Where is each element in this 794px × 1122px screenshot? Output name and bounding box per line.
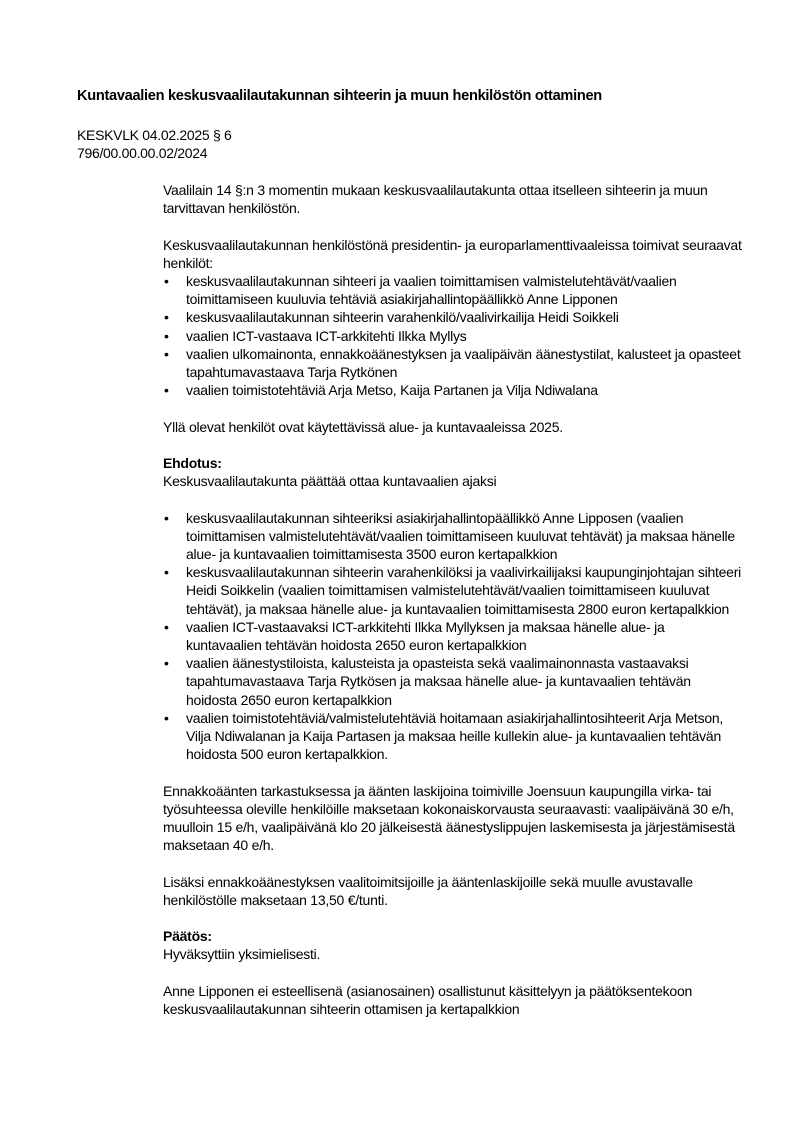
- list-item: • keskusvaalilautakunnan sihteerin varahenkilö/vaalivirkailija Heidi Soikkeli: [164, 309, 619, 326]
- disqualification-paragraph: Anne Lipponen ei esteellisenä (asianosainen) osallistunut käsittelyyn ja päätöksentekoon keskusvaalilautakunnan sihteerin ottamisen ja kertapalkkion: [163, 982, 693, 1018]
- bullet-icon: •: [164, 345, 169, 362]
- list-item: • vaalien ICT-vastaavaksi ICT-arkkitehti Ilkka Myllyksen ja maksaa hänelle alue- ja kuntavaalien tehtävän hoidosta 2650 euron kertapalkkion: [164, 618, 665, 654]
- list-item: • keskusvaalilautakunnan sihteerin varahenkilöksi ja vaalivirkailijaksi kaupunginjohtajan sihteeri Heidi Soikkelin (vaalien toimittamisen valmistelutehtävät/vaalien toimittamiseen kuuluvat tehtävät), ja maksaa hänelle alue- ja kuntavaalien toimittamisesta 2800 euron kertapalkkion: [164, 564, 741, 617]
- list-item: • vaalien toimistotehtäviä Arja Metso, Kaija Partanen ja Vilja Ndiwalana: [164, 382, 598, 399]
- list-item: • vaalien ICT-vastaava ICT-arkkitehti Ilkka Myllys: [164, 327, 467, 344]
- bullet-icon: •: [164, 327, 169, 344]
- decision-heading: Päätös:: [163, 928, 212, 945]
- proposal-intro: Keskusvaalilautakunta päättää ottaa kuntavaalien ajaksi: [163, 473, 497, 490]
- list-item: • vaalien ulkomainonta, ennakkoäänestyksen ja vaalipäivän äänestystilat, kalusteet ja opasteet tapahtumavastaava Tarja Rytkönen: [164, 345, 741, 381]
- list-item: • keskusvaalilautakunnan sihteeriksi asiakirjahallintopäällikkö Anne Lipposen (vaalien toimittamisen valmistelutehtävät/vaalien toimittamiseen kuuluvat tehtävät) ja maksaa hänelle alue- ja kuntavaalien toimittamisesta 3500 euron kertapalkkion: [164, 509, 735, 562]
- list-item: • keskusvaalilautakunnan sihteeri ja vaalien toimittamisen valmistelutehtävät/vaalien toimittamiseen kuuluvia tehtäviä asiakirjahallintopäällikkö Anne Lipponen: [164, 273, 677, 308]
- case-number: 796/00.00.00.02/2024: [77, 145, 208, 161]
- intro-paragraph: Vaalilain 14 §:n 3 momentin mukaan keskusvaalilautakunta ottaa itselleen sihteerin ja muun tarvittavan henkilöstön.: [163, 182, 708, 217]
- staff-intro: Keskusvaalilautakunnan henkilöstönä presidentin- ja europarlamenttivaaleissa toimivat seuraavat henkilöt:: [163, 236, 742, 271]
- list-item: • vaalien äänestystiloista, kalusteista ja opasteista sekä vaalimainonnasta vastaavaksi tapahtumavastaava Tarja Rytkösen ja maksaa hänelle alue- ja kuntavaalien tehtävän hoidosta 2650 euron kertapalkkion: [164, 655, 691, 708]
- bullet-icon: •: [164, 273, 169, 289]
- proposal-heading: Ehdotus:: [163, 455, 222, 471]
- bullet-icon: •: [164, 655, 169, 672]
- decision-text: Hyväksyttiin yksimielisesti.: [163, 946, 321, 963]
- hourly-rate-paragraph: Lisäksi ennakkoäänestyksen vaalitoimitsijoille ja ääntenlaskijoille sekä muulle avustavalle henkilöstölle maksetaan 13,50 €/tunti.: [163, 873, 693, 908]
- document-title: Kuntavaalien keskusvaalilautakunnan sihteerin ja muun henkilöstön ottaminen: [77, 88, 602, 104]
- staff-list: [163, 272, 743, 399]
- bullet-icon: •: [164, 309, 169, 326]
- bullet-icon: •: [164, 709, 169, 726]
- bullet-icon: •: [164, 618, 169, 635]
- proposal-list: [163, 509, 743, 764]
- bullet-icon: •: [164, 382, 169, 399]
- document-meta: [77, 126, 232, 162]
- bullet-icon: •: [164, 509, 169, 526]
- document-body: [163, 181, 743, 1036]
- meeting-reference: KESKVLK 04.02.2025 § 6: [77, 127, 232, 143]
- availability-paragraph: Yllä olevat henkilöt ovat käytettävissä alue- ja kuntavaaleissa 2025.: [163, 418, 563, 435]
- list-item: • vaalien toimistotehtäviä/valmistelutehtäviä hoitamaan asiakirjahallintosihteerit Arja Metson, Vilja Ndiwalanan ja Kaija Partasen ja maksaa heille kullekin alue- ja kuntavaalien tehtävän hoidosta 500 euron kertapalkkion.: [164, 709, 724, 763]
- compensation-paragraph: Ennakkoäänten tarkastuksessa ja äänten laskijoina toimiville Joensuun kaupungilla virka- tai työsuhteessa oleville henkilöille maksetaan kokonaiskorvausta seuraavasti: vaalipäivänä 30 e/h, muulloin 15 e/h, vaalipäivänä klo 20 jälkeisestä äänestyslippujen laskemisesta ja järjestämisestä maksetaan 40 e/h.: [163, 782, 735, 854]
- bullet-icon: •: [164, 564, 169, 581]
